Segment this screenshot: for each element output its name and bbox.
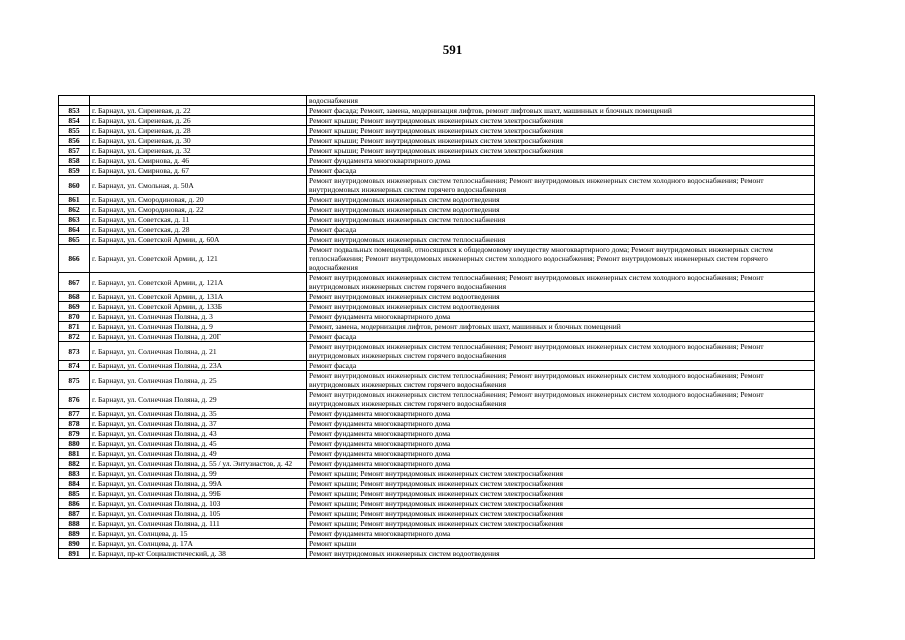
row-address-cell: г. Барнаул, ул. Солнечная Поляна, д. 25 bbox=[90, 371, 307, 390]
row-number-cell: 881 bbox=[59, 449, 90, 459]
table-row bbox=[59, 156, 815, 166]
row-number-cell: 890 bbox=[59, 539, 90, 549]
row-number-cell: 860 bbox=[59, 176, 90, 195]
table-row bbox=[59, 292, 815, 302]
table-row bbox=[59, 136, 815, 146]
row-work-cell: Ремонт крыши; Ремонт внутридомовых инженерных систем электроснабжения bbox=[307, 509, 815, 519]
row-work-cell: Ремонт внутридомовых инженерных систем теплоснабжения bbox=[307, 215, 815, 225]
row-work-cell: Ремонт крыши; Ремонт внутридомовых инженерных систем электроснабжения bbox=[307, 489, 815, 499]
table-row bbox=[59, 499, 815, 509]
table-row bbox=[59, 176, 815, 195]
row-number-cell: 856 bbox=[59, 136, 90, 146]
row-number-cell: 854 bbox=[59, 116, 90, 126]
row-address-cell: г. Барнаул, ул. Солнечная Поляна, д. 99Б bbox=[90, 489, 307, 499]
row-address-cell: г. Барнаул, ул. Солнечная Поляна, д. 103 bbox=[90, 499, 307, 509]
row-address-cell: г. Барнаул, ул. Советской Армии, д. 133Б bbox=[90, 302, 307, 312]
row-number-cell: 887 bbox=[59, 509, 90, 519]
table-row bbox=[59, 332, 815, 342]
row-work-cell: Ремонт фундамента многоквартирного дома bbox=[307, 449, 815, 459]
row-number-cell: 859 bbox=[59, 166, 90, 176]
table-row bbox=[59, 205, 815, 215]
registry-body bbox=[59, 96, 815, 559]
row-number-cell: 877 bbox=[59, 409, 90, 419]
continuation-address-cell bbox=[90, 96, 307, 106]
row-work-cell: Ремонт внутридомовых инженерных систем водоотведения bbox=[307, 292, 815, 302]
table-row bbox=[59, 469, 815, 479]
row-address-cell: г. Барнаул, ул. Советской Армии, д. 121 bbox=[90, 245, 307, 273]
row-number-cell: 865 bbox=[59, 235, 90, 245]
row-work-cell: Ремонт крыши; Ремонт внутридомовых инженерных систем электроснабжения bbox=[307, 519, 815, 529]
row-work-cell: Ремонт крыши bbox=[307, 539, 815, 549]
row-address-cell: г. Барнаул, ул. Смольная, д. 50А bbox=[90, 176, 307, 195]
row-work-cell: Ремонт крыши; Ремонт внутридомовых инженерных систем электроснабжения bbox=[307, 116, 815, 126]
row-address-cell: г. Барнаул, ул. Сиреневая, д. 22 bbox=[90, 106, 307, 116]
table-row bbox=[59, 312, 815, 322]
table-row bbox=[59, 509, 815, 519]
table-row bbox=[59, 419, 815, 429]
table-row bbox=[59, 549, 815, 559]
row-address-cell: г. Барнаул, ул. Солнечная Поляна, д. 45 bbox=[90, 439, 307, 449]
row-number-cell: 884 bbox=[59, 479, 90, 489]
row-number-cell: 863 bbox=[59, 215, 90, 225]
row-number-cell: 857 bbox=[59, 146, 90, 156]
row-work-cell: Ремонт фундамента многоквартирного дома bbox=[307, 439, 815, 449]
row-number-cell: 883 bbox=[59, 469, 90, 479]
row-address-cell: г. Барнаул, ул. Солнечная Поляна, д. 3 bbox=[90, 312, 307, 322]
table-row bbox=[59, 449, 815, 459]
row-work-cell: Ремонт внутридомовых инженерных систем теплоснабжения bbox=[307, 235, 815, 245]
row-work-cell: Ремонт фундамента многоквартирного дома bbox=[307, 429, 815, 439]
table-row bbox=[59, 195, 815, 205]
row-work-cell: Ремонт фасада bbox=[307, 166, 815, 176]
row-address-cell: г. Барнаул, ул. Солнечная Поляна, д. 99 bbox=[90, 469, 307, 479]
row-number-cell: 871 bbox=[59, 322, 90, 332]
table-row bbox=[59, 126, 815, 136]
row-address-cell: г. Барнаул, ул. Смирнова, д. 46 bbox=[90, 156, 307, 166]
row-number-cell: 873 bbox=[59, 342, 90, 361]
row-work-cell: Ремонт внутридомовых инженерных систем водоотведения bbox=[307, 205, 815, 215]
table-row bbox=[59, 106, 815, 116]
table-row bbox=[59, 519, 815, 529]
table-row bbox=[59, 225, 815, 235]
repair-registry-table bbox=[58, 95, 815, 559]
row-address-cell: г. Барнаул, ул. Сиреневая, д. 30 bbox=[90, 136, 307, 146]
row-address-cell: г. Барнаул, ул. Советской Армии, д. 131А bbox=[90, 292, 307, 302]
row-address-cell: г. Барнаул, ул. Солнечная Поляна, д. 49 bbox=[90, 449, 307, 459]
row-address-cell: г. Барнаул, ул. Солнечная Поляна, д. 9 bbox=[90, 322, 307, 332]
row-address-cell: г. Барнаул, ул. Солнечная Поляна, д. 23А bbox=[90, 361, 307, 371]
table-row bbox=[59, 409, 815, 419]
row-number-cell: 880 bbox=[59, 439, 90, 449]
row-number-cell: 867 bbox=[59, 273, 90, 292]
row-address-cell: г. Барнаул, ул. Солнцева, д. 15 bbox=[90, 529, 307, 539]
row-address-cell: г. Барнаул, ул. Солнечная Поляна, д. 21 bbox=[90, 342, 307, 361]
row-work-cell: Ремонт, замена, модернизация лифтов, ремонт лифтовых шахт, машинных и блочных помещений bbox=[307, 322, 815, 332]
row-work-cell: Ремонт фундамента многоквартирного дома bbox=[307, 529, 815, 539]
row-address-cell: г. Барнаул, ул. Советской Армии, д. 121А bbox=[90, 273, 307, 292]
table-row bbox=[59, 371, 815, 390]
row-number-cell: 888 bbox=[59, 519, 90, 529]
row-address-cell: г. Барнаул, ул. Солнечная Поляна, д. 29 bbox=[90, 390, 307, 409]
row-address-cell: г. Барнаул, ул. Солнечная Поляна, д. 35 bbox=[90, 409, 307, 419]
row-address-cell: г. Барнаул, ул. Смородиновая, д. 22 bbox=[90, 205, 307, 215]
row-work-cell: Ремонт внутридомовых инженерных систем теплоснабжения; Ремонт внутридомовых инженерных систем холодного водоснабжения; Ремонт внутридомовых инженерных систем горячего водоснабжения bbox=[307, 371, 815, 390]
table-row bbox=[59, 245, 815, 273]
row-number-cell: 889 bbox=[59, 529, 90, 539]
table-row bbox=[59, 459, 815, 469]
row-work-cell: Ремонт фундамента многоквартирного дома bbox=[307, 409, 815, 419]
row-work-cell: Ремонт фасада; Ремонт, замена, модернизация лифтов, ремонт лифтовых шахт, машинных и блочных помещений bbox=[307, 106, 815, 116]
row-work-cell: Ремонт внутридомовых инженерных систем водоотведения bbox=[307, 549, 815, 559]
row-work-cell: Ремонт крыши; Ремонт внутридомовых инженерных систем электроснабжения bbox=[307, 126, 815, 136]
row-address-cell: г. Барнаул, пр-кт Социалистический, д. 38 bbox=[90, 549, 307, 559]
row-number-cell: 878 bbox=[59, 419, 90, 429]
table-row bbox=[59, 235, 815, 245]
row-number-cell: 891 bbox=[59, 549, 90, 559]
continuation-num-cell bbox=[59, 96, 90, 106]
row-number-cell: 855 bbox=[59, 126, 90, 136]
table-row bbox=[59, 322, 815, 332]
row-number-cell: 875 bbox=[59, 371, 90, 390]
row-number-cell: 864 bbox=[59, 225, 90, 235]
row-address-cell: г. Барнаул, ул. Смирнова, д. 67 bbox=[90, 166, 307, 176]
table-row bbox=[59, 166, 815, 176]
row-work-cell: Ремонт фасада bbox=[307, 225, 815, 235]
row-address-cell: г. Барнаул, ул. Солнечная Поляна, д. 99А bbox=[90, 479, 307, 489]
row-work-cell: Ремонт подвальных помещений, относящихся к общедомовому имуществу многоквартирного дома; Ремонт внутридомовых инженерных систем теплоснабжения; Ремонт внутридомовых инженерных систем холодного водоснабжения; Ремонт внутридомовых инженерных систем горячего водоснабжения bbox=[307, 245, 815, 273]
row-address-cell: г. Барнаул, ул. Советская, д. 11 bbox=[90, 215, 307, 225]
row-work-cell: Ремонт внутридомовых инженерных систем теплоснабжения; Ремонт внутридомовых инженерных систем холодного водоснабжения; Ремонт внутридомовых инженерных систем горячего водоснабжения bbox=[307, 342, 815, 361]
table-row bbox=[59, 342, 815, 361]
row-number-cell: 858 bbox=[59, 156, 90, 166]
row-work-cell: Ремонт фундамента многоквартирного дома bbox=[307, 459, 815, 469]
row-address-cell: г. Барнаул, ул. Солнечная Поляна, д. 105 bbox=[90, 509, 307, 519]
row-work-cell: Ремонт крыши; Ремонт внутридомовых инженерных систем электроснабжения bbox=[307, 499, 815, 509]
table-row bbox=[59, 215, 815, 225]
row-work-cell: Ремонт внутридомовых инженерных систем теплоснабжения; Ремонт внутридомовых инженерных систем холодного водоснабжения; Ремонт внутридомовых инженерных систем горячего водоснабжения bbox=[307, 273, 815, 292]
row-work-cell: Ремонт внутридомовых инженерных систем водоотведения bbox=[307, 302, 815, 312]
row-number-cell: 853 bbox=[59, 106, 90, 116]
row-work-cell: Ремонт фундамента многоквартирного дома bbox=[307, 312, 815, 322]
row-work-cell: Ремонт внутридомовых инженерных систем теплоснабжения; Ремонт внутридомовых инженерных систем холодного водоснабжения; Ремонт внутридомовых инженерных систем горячего водоснабжения bbox=[307, 390, 815, 409]
row-address-cell: г. Барнаул, ул. Советской Армии, д. 60А bbox=[90, 235, 307, 245]
row-number-cell: 869 bbox=[59, 302, 90, 312]
row-work-cell: Ремонт крыши; Ремонт внутридомовых инженерных систем электроснабжения bbox=[307, 146, 815, 156]
row-address-cell: г. Барнаул, ул. Солнечная Поляна, д. 43 bbox=[90, 429, 307, 439]
row-number-cell: 870 bbox=[59, 312, 90, 322]
row-number-cell: 882 bbox=[59, 459, 90, 469]
row-address-cell: г. Барнаул, ул. Сиреневая, д. 26 bbox=[90, 116, 307, 126]
row-number-cell: 885 bbox=[59, 489, 90, 499]
page-number: 591 bbox=[442, 42, 463, 57]
table-row bbox=[59, 146, 815, 156]
row-number-cell: 868 bbox=[59, 292, 90, 302]
row-address-cell: г. Барнаул, ул. Сиреневая, д. 28 bbox=[90, 126, 307, 136]
table-row bbox=[59, 539, 815, 549]
table-row bbox=[59, 529, 815, 539]
row-address-cell: г. Барнаул, ул. Солнечная Поляна, д. 111 bbox=[90, 519, 307, 529]
row-work-cell: Ремонт фасада bbox=[307, 332, 815, 342]
table-row bbox=[59, 361, 815, 371]
row-address-cell: г. Барнаул, ул. Советская, д. 28 bbox=[90, 225, 307, 235]
row-number-cell: 872 bbox=[59, 332, 90, 342]
row-number-cell: 866 bbox=[59, 245, 90, 273]
row-work-cell: Ремонт крыши; Ремонт внутридомовых инженерных систем электроснабжения bbox=[307, 469, 815, 479]
row-number-cell: 879 bbox=[59, 429, 90, 439]
row-address-cell: г. Барнаул, ул. Солнечная Поляна, д. 55 / ул. Энтузиастов, д. 42 bbox=[90, 459, 307, 469]
row-address-cell: г. Барнаул, ул. Сиреневая, д. 32 bbox=[90, 146, 307, 156]
row-number-cell: 886 bbox=[59, 499, 90, 509]
row-number-cell: 874 bbox=[59, 361, 90, 371]
row-address-cell: г. Барнаул, ул. Солнцева, д. 17А bbox=[90, 539, 307, 549]
table-row bbox=[59, 429, 815, 439]
row-number-cell: 861 bbox=[59, 195, 90, 205]
row-work-cell: Ремонт фундамента многоквартирного дома bbox=[307, 419, 815, 429]
table-row bbox=[59, 479, 815, 489]
row-number-cell: 862 bbox=[59, 205, 90, 215]
table-row bbox=[59, 439, 815, 449]
row-work-cell: Ремонт крыши; Ремонт внутридомовых инженерных систем электроснабжения bbox=[307, 479, 815, 489]
row-address-cell: г. Барнаул, ул. Солнечная Поляна, д. 37 bbox=[90, 419, 307, 429]
continuation-work-cell: водоснабжения bbox=[307, 96, 815, 106]
row-work-cell: Ремонт фасада bbox=[307, 361, 815, 371]
row-address-cell: г. Барнаул, ул. Смородиновая, д. 20 bbox=[90, 195, 307, 205]
row-work-cell: Ремонт внутридомовых инженерных систем теплоснабжения; Ремонт внутридомовых инженерных систем холодного водоснабжения; Ремонт внутридомовых инженерных систем горячего водоснабжения bbox=[307, 176, 815, 195]
row-work-cell: Ремонт внутридомовых инженерных систем водоотведения bbox=[307, 195, 815, 205]
table-row bbox=[59, 116, 815, 126]
row-address-cell: г. Барнаул, ул. Солнечная Поляна, д. 20Г bbox=[90, 332, 307, 342]
row-work-cell: Ремонт фундамента многоквартирного дома bbox=[307, 156, 815, 166]
row-number-cell: 876 bbox=[59, 390, 90, 409]
continuation-row bbox=[59, 96, 815, 106]
table-row bbox=[59, 489, 815, 499]
row-work-cell: Ремонт крыши; Ремонт внутридомовых инженерных систем электроснабжения bbox=[307, 136, 815, 146]
table-row bbox=[59, 302, 815, 312]
table-row bbox=[59, 390, 815, 409]
table-row bbox=[59, 273, 815, 292]
